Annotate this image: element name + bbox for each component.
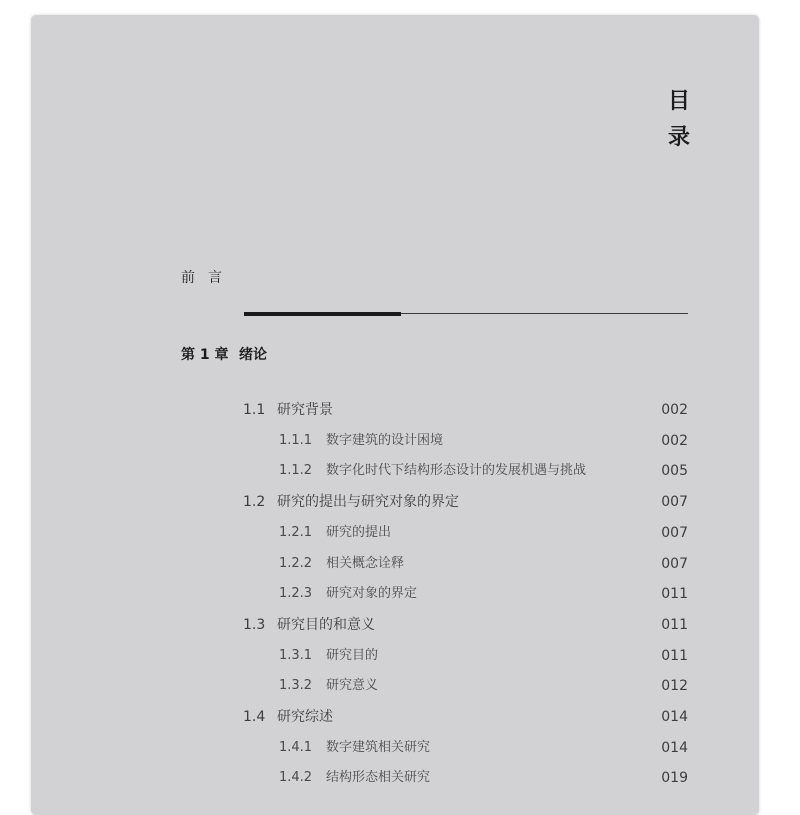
toc-entry-page: 012 [661,678,688,694]
toc-entry[interactable] [279,646,688,666]
toc-title-char: 目 [667,88,690,114]
toc-entry-page: 007 [661,525,688,541]
chapter-heading [181,344,267,364]
toc-entry[interactable] [279,461,688,481]
toc-entry-number: 1.4 [243,709,266,725]
toc-entry-number: 1.3 [243,617,266,633]
toc-entry[interactable] [243,400,688,420]
toc-entry-number: 1.3.2 [279,678,313,693]
toc-entry[interactable] [279,584,688,604]
toc-entry-title: 研究目的 [326,648,379,663]
toc-entry-number: 1.1 [243,402,266,418]
toc-entry-page: 011 [661,586,688,602]
toc-entry-number: 1.1.1 [279,433,313,448]
toc-entry-page: 002 [661,402,688,418]
toc-entry[interactable] [243,615,688,635]
toc-title-char: 录 [667,124,690,150]
toc-entry-page: 007 [661,556,688,572]
toc-entry-number: 1.4.1 [279,740,313,755]
toc-entry[interactable] [279,523,688,543]
toc-entry-title: 研究综述 [277,709,333,725]
toc-entry-title: 研究背景 [277,402,333,418]
toc-entry-title: 研究目的和意义 [277,617,375,633]
divider-accent [244,312,401,316]
toc-entry-title: 数字建筑相关研究 [326,740,431,755]
toc-entry-page: 007 [661,494,688,510]
toc-entry-page: 011 [661,617,688,633]
toc-entry[interactable] [279,738,688,758]
toc-entry[interactable] [279,768,688,788]
toc-entry[interactable] [243,707,688,727]
toc-entry-title: 研究的提出与研究对象的界定 [277,494,459,510]
toc-entry-page: 014 [661,740,688,756]
toc-entry-page: 014 [661,709,688,725]
toc-entry-title: 研究意义 [326,678,379,693]
toc-entry[interactable] [279,431,688,451]
toc-entry-number: 1.2.1 [279,525,313,540]
toc-entry-number: 1.2.3 [279,586,313,601]
toc-entry-number: 1.3.1 [279,648,313,663]
toc-entry-number: 1.4.2 [279,770,313,785]
toc-entry[interactable] [279,554,688,574]
toc-entry-title: 相关概念诠释 [326,556,405,571]
toc-entry-number: 1.2 [243,494,266,510]
toc-entry-title: 数字建筑的设计困境 [326,433,444,448]
chapter-number: 第 1 章 [181,347,229,363]
toc-entry-number: 1.1.2 [279,463,313,478]
toc-entry-title: 数字化时代下结构形态设计的发展机遇与挑战 [326,463,587,478]
preface-heading: 前言 [181,270,235,286]
toc-entry-page: 002 [661,433,688,449]
chapter-title: 绪论 [239,347,267,363]
toc-entry-title: 结构形态相关研究 [326,770,431,785]
toc-entry-page: 005 [661,463,688,479]
toc-entry-title: 研究的提出 [326,525,392,540]
toc-entry-title: 研究对象的界定 [326,586,418,601]
toc-entry-page: 019 [661,770,688,786]
toc-entry-page: 011 [661,648,688,664]
toc-entry[interactable] [243,492,688,512]
toc-entry-number: 1.2.2 [279,556,313,571]
toc-entry[interactable] [279,676,688,696]
toc-title [666,88,692,160]
